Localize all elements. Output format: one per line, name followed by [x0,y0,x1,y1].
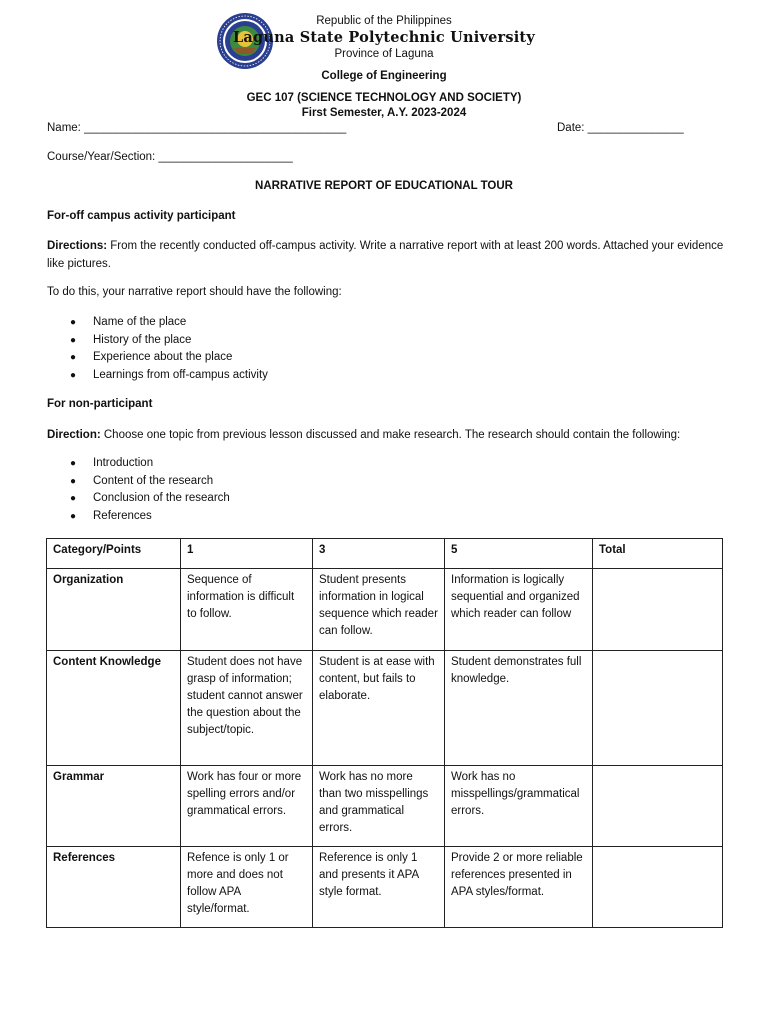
bullet-icon: ● [70,317,77,328]
category-cell: Grammar [47,766,181,847]
score-5-cell: Provide 2 or more reliable references presented in APA styles/format. [445,847,593,928]
list-item: ● Experience about the place [70,349,268,367]
bullet-icon: ● [70,352,77,363]
table-row [47,569,723,651]
date-field-label: Date: _______________ [557,122,684,134]
total-cell [593,847,723,928]
score-5-cell: Information is logically sequential and organized which reader can follow [445,569,593,651]
header-province: Province of Laguna [334,48,434,60]
score-1-cell: Student does not have grasp of information; student cannot answer the question about the subject/topic. [181,651,313,766]
course-section-field-label: Course/Year/Section: _____________________ [47,151,293,163]
table-row [47,847,723,928]
total-cell [593,651,723,766]
nonparticipant-requirements-list [70,455,230,525]
score-3-cell: Reference is only 1 and presents it APA style format. [313,847,445,928]
total-cell [593,766,723,847]
header-semester: First Semester, A.Y. 2023-2024 [301,107,467,119]
direction-text: Choose one topic from previous lesson discussed and make research. The research should contain the following: [100,429,681,441]
list-item: ● Name of the place [70,314,268,332]
bullet-icon: ● [70,334,77,346]
score-1-cell: Refence is only 1 or more and does not follow APA style/format. [181,847,313,928]
header-course: GEC 107 (SCIENCE TECHNOLOGY AND SOCIETY) [246,92,522,104]
category-cell: Content Knowledge [47,651,181,766]
bullet-icon: ● [70,510,77,522]
category-cell: References [47,847,181,928]
score-5-cell: Work has no misspellings/grammatical errors. [445,766,593,847]
rubric-table [46,538,723,928]
bullet-icon: ● [70,493,77,504]
participant-heading: For-off campus activity participant [47,210,236,222]
column-header: Category/Points [47,539,181,569]
score-3-cell: Work has no more than two misspellings and grammatical errors. [313,766,445,847]
score-1-cell: Sequence of information is difficult to follow. [181,569,313,651]
score-3-cell: Student is at ease with content, but fails to elaborate. [313,651,445,766]
bullet-icon: ● [70,369,77,381]
participant-requirements-list [70,314,268,384]
score-1-cell: Work has four or more spelling errors and/or grammatical errors. [181,766,313,847]
list-item: ● History of the place [70,332,268,350]
list-item: ● Conclusion of the research [70,490,230,508]
list-item: ● References [70,508,230,526]
header-republic: Republic of the Philippines [316,15,452,27]
list-item: ● Content of the research [70,473,230,491]
list-item: ● Learnings from off-campus activity [70,367,268,385]
participant-intro: To do this, your narrative report should have the following: [47,286,342,298]
nonparticipant-direction [47,426,727,444]
direction-label: Direction: [47,429,101,441]
directions-label: Directions: [47,240,108,252]
category-cell: Organization [47,569,181,651]
column-header: Total [593,539,723,569]
total-cell [593,569,723,651]
header-university-name: Laguna State Polytechnic University [233,29,535,46]
column-header: 3 [313,539,445,569]
list-item: ● Introduction [70,455,230,473]
document-title: NARRATIVE REPORT OF EDUCATIONAL TOUR [255,180,513,192]
participant-directions [47,237,727,273]
bullet-icon: ● [70,458,77,469]
directions-text: From the recently conducted off-campus activity. Write a narrative report with at least 200 words. Attached your evidence like pictures. [47,240,724,270]
score-3-cell: Student presents information in logical sequence which reader can follow. [313,569,445,651]
name-field-label: Name: _________________________________________ [47,122,347,134]
score-5-cell: Student demonstrates full knowledge. [445,651,593,766]
column-header: 5 [445,539,593,569]
table-row [47,766,723,847]
table-header-row [47,539,723,569]
bullet-icon: ● [70,475,77,487]
table-row [47,651,723,766]
nonparticipant-heading: For non-participant [47,398,153,410]
header-college: College of Engineering [321,70,447,82]
column-header: 1 [181,539,313,569]
